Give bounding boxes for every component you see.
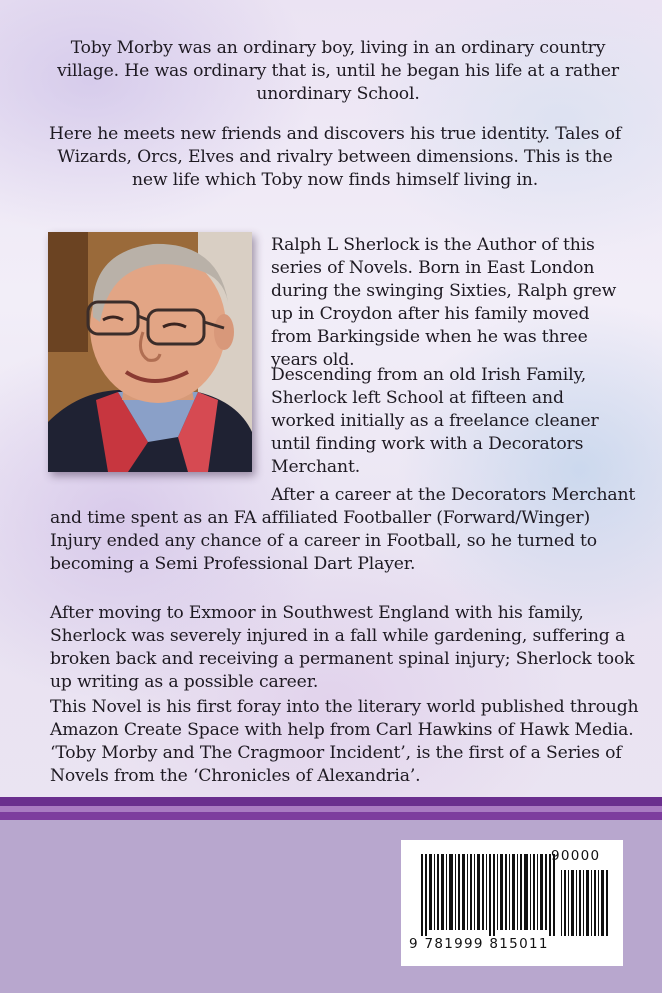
- barcode-price-code: 90000: [551, 848, 601, 864]
- author-portrait-illustration: [48, 232, 252, 472]
- author-bio-paragraph-4: After moving to Exmoor in Southwest England with his family, Sherlock was severely injured in a fall while gardening, suffering a broken back and receiving a permanent spinal injury; Sherlock took up writing as a possible career.: [50, 603, 635, 692]
- decorative-stripe-dark-lower: [0, 812, 662, 820]
- barcode-isbn-digits: 9 781999 815011: [409, 936, 549, 952]
- author-bio-paragraph-2: Descending from an old Irish Family, Sherlock left School at fifteen and worked initially as a freelance cleaner until finding work with a Decorators Merchant.: [271, 365, 599, 477]
- blurb-intro-paragraph-2: Here he meets new friends and discovers his true identity. Tales of Wizards, Orcs, Elves and rivalry between dimensions. This is the new life which Toby now finds himself living in.: [48, 124, 622, 190]
- isbn-barcode: [401, 840, 623, 966]
- author-bio-paragraph-5: This Novel is his first foray into the literary world published through Amazon Create Space with help from Carl Hawkins of Hawk Media. ‘Toby Morby and The Cragmoor Incident’, is the first of a Series of Novels from the ‘Chronicles of Alexandria’.: [50, 697, 639, 786]
- decorative-stripe-dark: [0, 797, 662, 806]
- author-bio-paragraph-1: Ralph L Sherlock is the Author of this series of Novels. Born in East London during the swinging Sixties, Ralph grew up in Croydon after his family moved from Barkingside when he was three years old.: [271, 235, 617, 370]
- author-bio-paragraph-3: After a career at the Decorators Merchant and time spent as an FA affiliated Footballer (Forward/Winger) Injury ended any chance of a career in Football, so he turned to becoming a Semi Professional Dart Player.: [50, 485, 636, 574]
- author-photo: [48, 232, 252, 472]
- blurb-intro-paragraph-1: Toby Morby was an ordinary boy, living in an ordinary country village. He was ordinary that is, until he began his life at a rather unordinary School.: [57, 38, 619, 104]
